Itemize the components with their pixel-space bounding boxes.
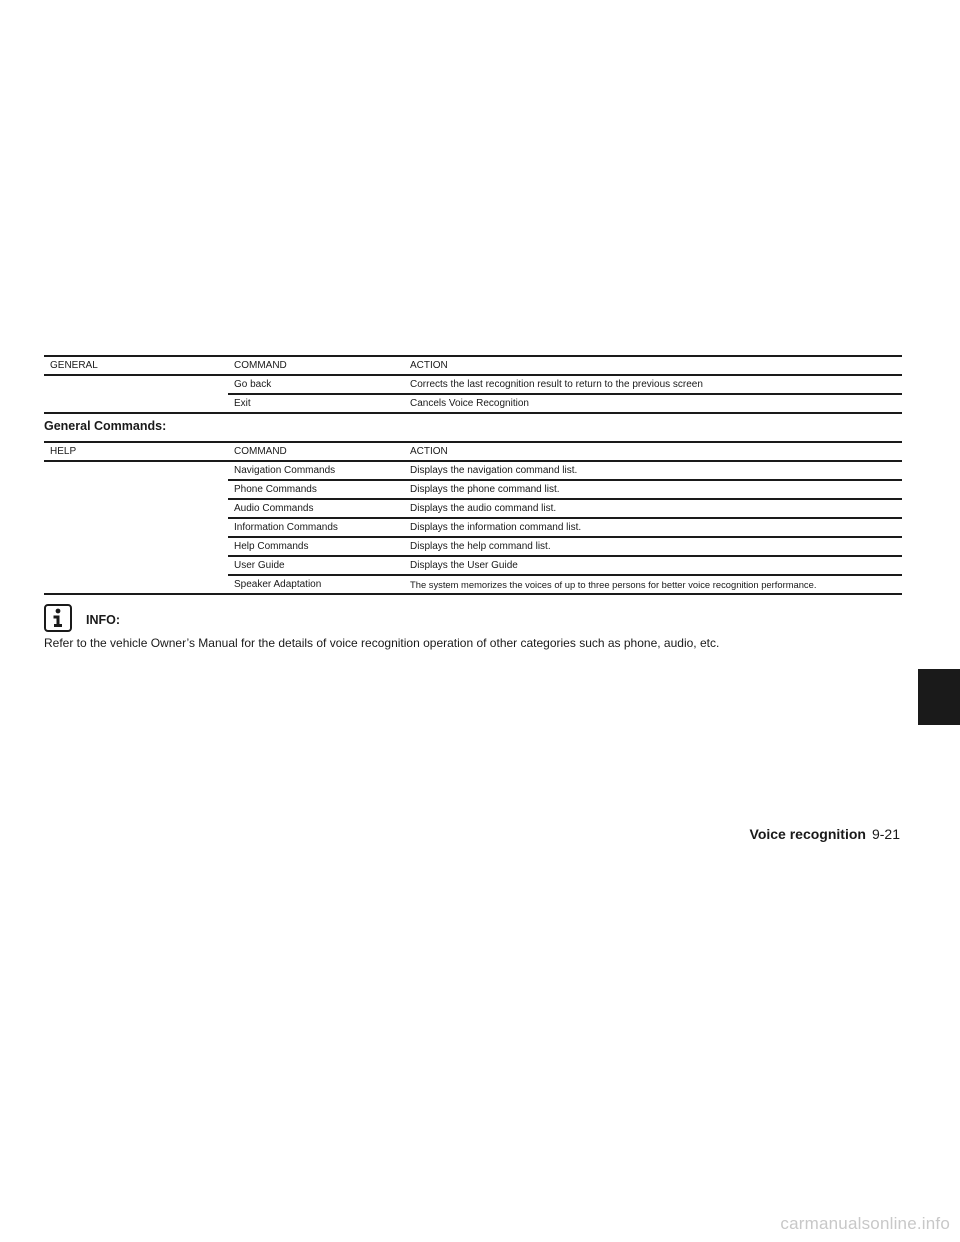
table-row (44, 375, 902, 394)
header-command: COMMAND (228, 356, 404, 375)
category-cell (44, 375, 228, 394)
table-row (44, 461, 902, 480)
command-cell: Go back (228, 375, 404, 394)
watermark: carmanualsonline.info (780, 1214, 950, 1233)
header-action: ACTION (404, 356, 902, 375)
footer-section-title: Voice recognition (749, 826, 866, 842)
action-cell: Corrects the last recognition result to return to the previous screen (404, 375, 902, 394)
action-cell: Displays the User Guide (404, 556, 902, 575)
info-text: Refer to the vehicle Owner’s Manual for the details of voice recognition operation of other categories such as phone, audio, etc. (44, 636, 720, 650)
command-cell: Audio Commands (228, 499, 404, 518)
table-row (44, 575, 902, 594)
header-category: GENERAL (44, 356, 228, 375)
action-cell: Cancels Voice Recognition (404, 394, 902, 413)
table-row (44, 499, 902, 518)
info-label: INFO: (86, 613, 121, 627)
table-row (44, 537, 902, 556)
action-cell: Displays the help command list. (404, 537, 902, 556)
action-cell: Displays the phone command list. (404, 480, 902, 499)
header-action: ACTION (404, 442, 902, 461)
action-cell: Displays the audio command list. (404, 499, 902, 518)
info-icon (44, 604, 72, 632)
command-cell: Information Commands (228, 518, 404, 537)
page-footer (750, 826, 900, 842)
action-cell: Displays the navigation command list. (404, 461, 902, 480)
help-commands-table (44, 441, 902, 595)
table-row (44, 518, 902, 537)
command-cell: Exit (228, 394, 404, 413)
chapter-tab (918, 669, 960, 725)
table-header-row (44, 356, 902, 375)
category-cell (44, 394, 228, 413)
general-commands-table (44, 355, 902, 414)
table-row (44, 394, 902, 413)
category-cell (44, 480, 228, 499)
action-cell: Displays the information command list. (404, 518, 902, 537)
category-cell (44, 499, 228, 518)
section-title: General Commands: (44, 419, 167, 433)
page-number: 9-21 (871, 826, 900, 842)
command-cell: Speaker Adaptation (228, 575, 404, 594)
category-cell (44, 575, 228, 594)
header-category: HELP (44, 442, 228, 461)
category-cell (44, 518, 228, 537)
command-cell: Navigation Commands (228, 461, 404, 480)
table-header-row (44, 442, 902, 461)
header-command: COMMAND (228, 442, 404, 461)
action-cell: The system memorizes the voices of up to three persons for better voice recognition performance. (404, 575, 902, 594)
category-cell (44, 537, 228, 556)
table-row (44, 556, 902, 575)
command-cell: Help Commands (228, 537, 404, 556)
table-row (44, 480, 902, 499)
command-cell: User Guide (228, 556, 404, 575)
category-cell (44, 556, 228, 575)
category-cell (44, 461, 228, 480)
command-cell: Phone Commands (228, 480, 404, 499)
